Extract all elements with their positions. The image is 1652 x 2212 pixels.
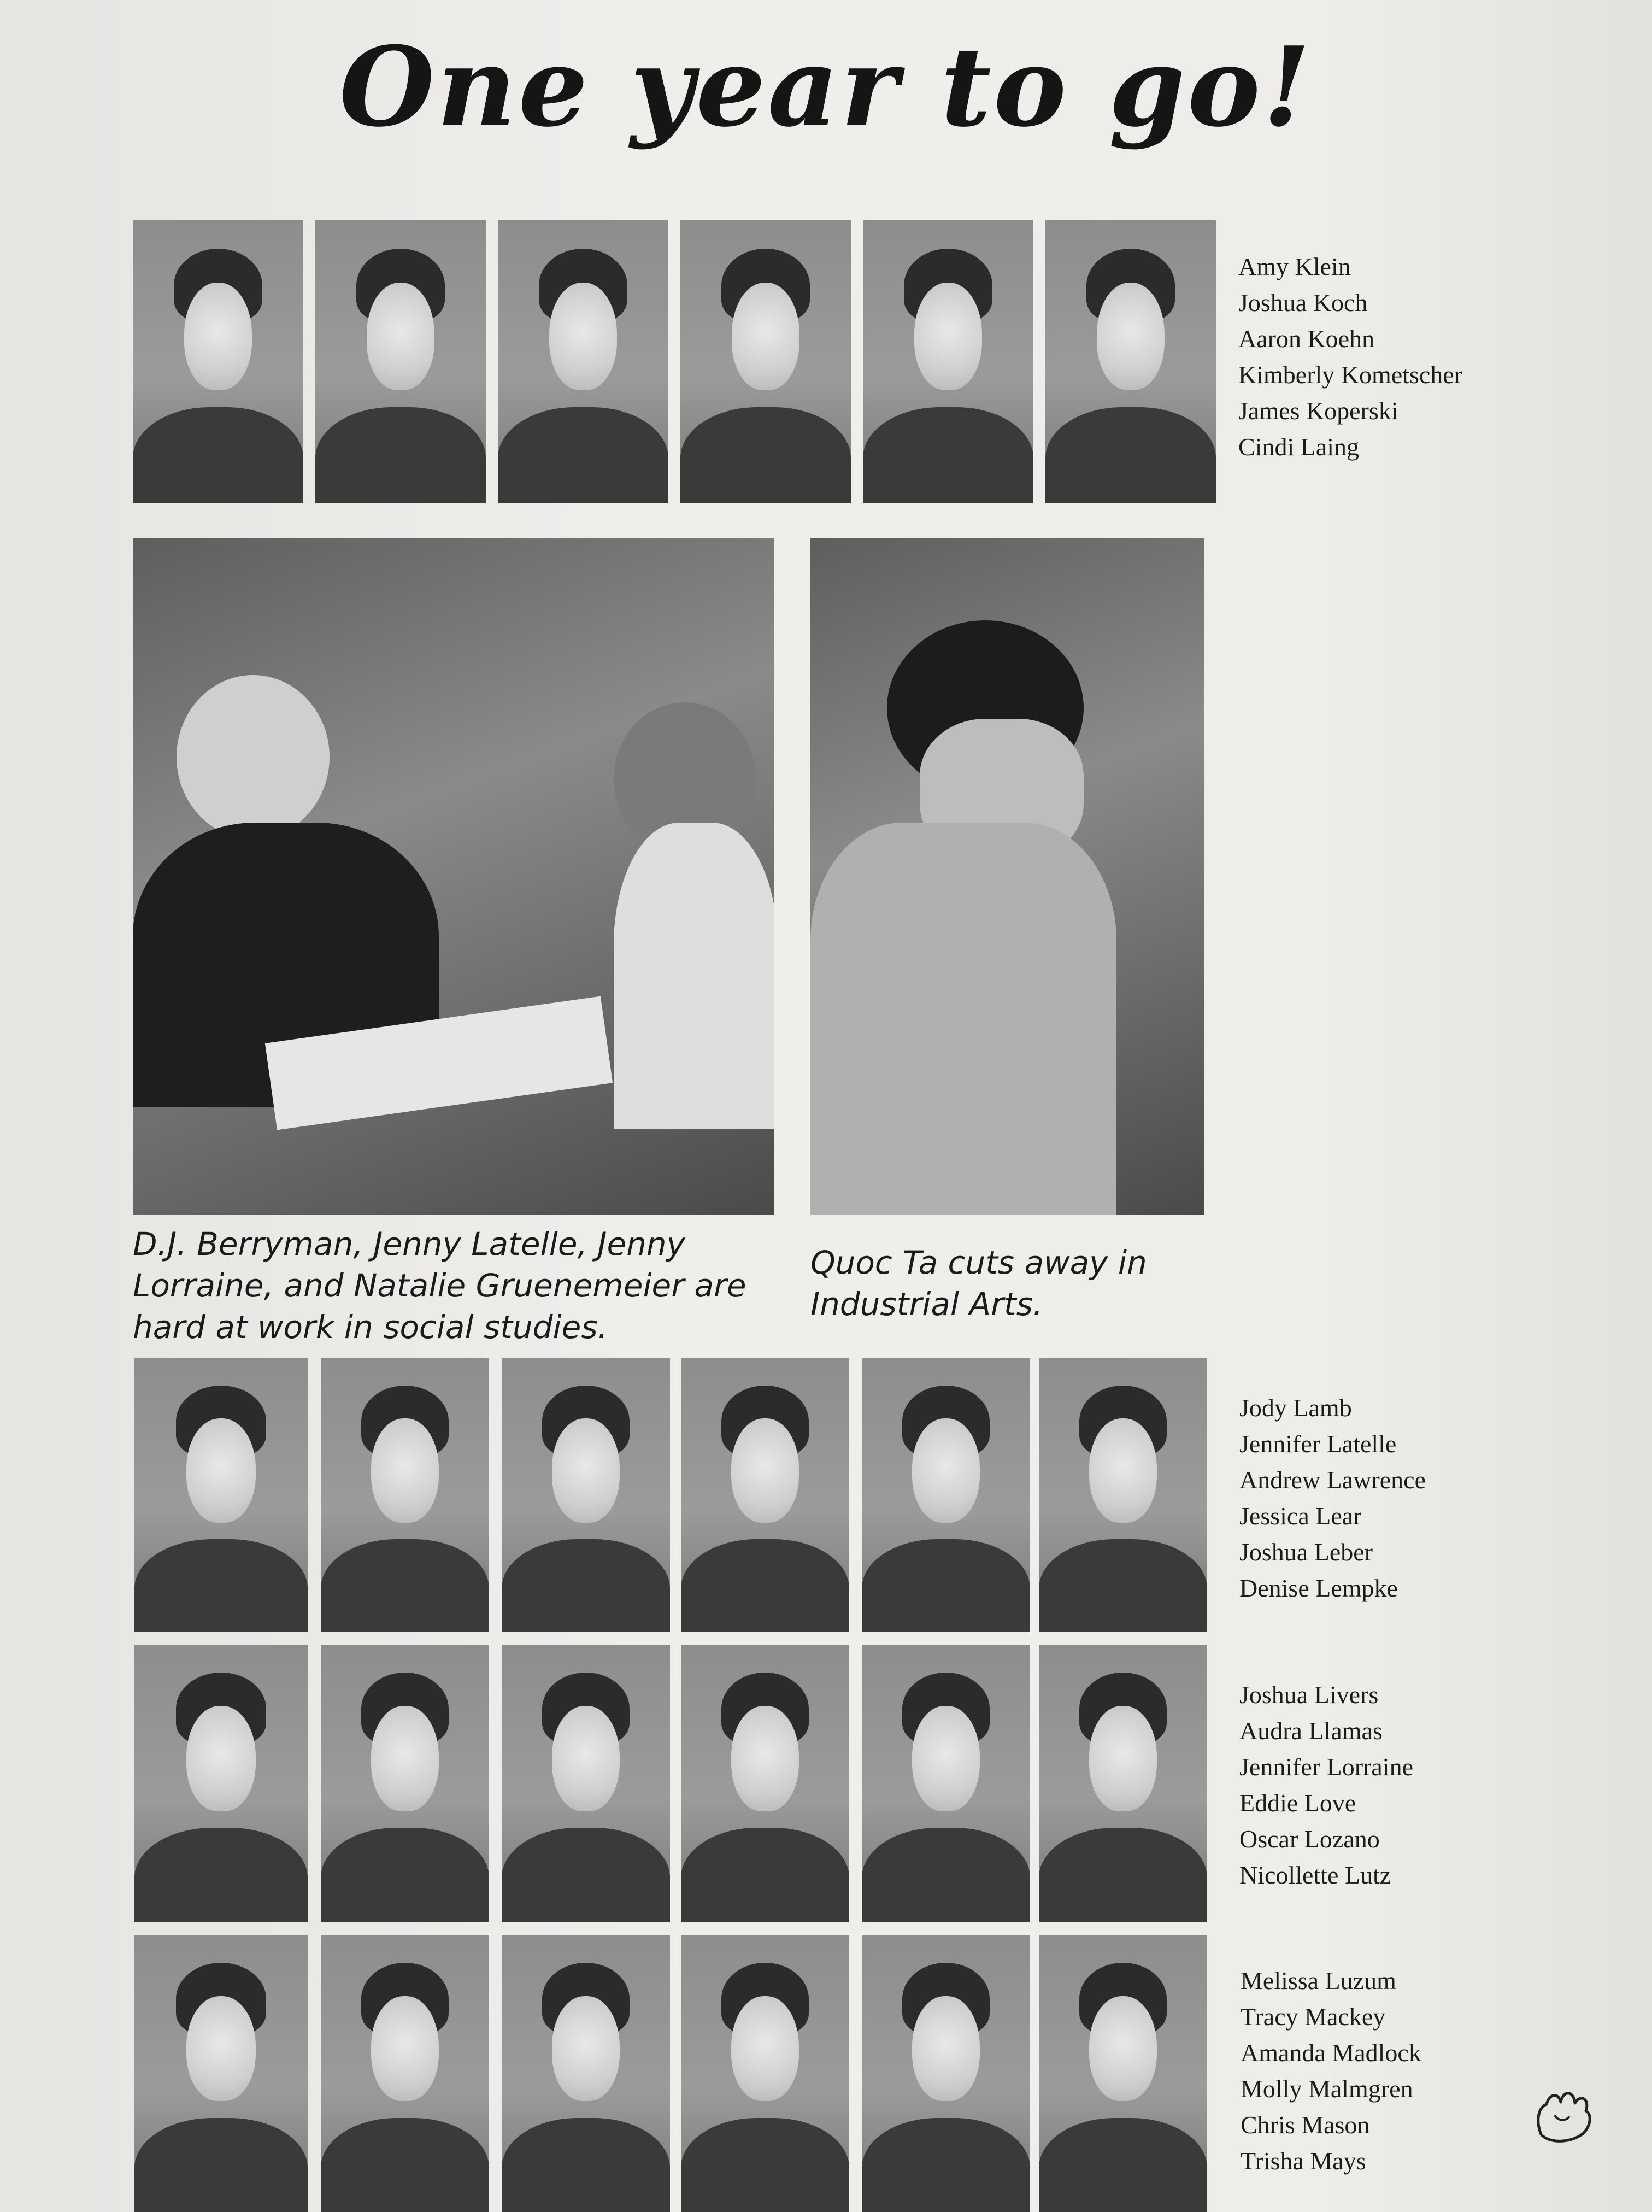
right-photo-caption: Quoc Ta cuts away in Industrial Arts. xyxy=(810,1244,1147,1323)
portrait xyxy=(315,220,486,503)
student-name: Joshua Koch xyxy=(1238,289,1368,316)
portrait xyxy=(133,220,303,503)
student-name: Nicollette Lutz xyxy=(1239,1861,1391,1889)
classroom-photo xyxy=(133,538,774,1215)
student-name: Oscar Lozano xyxy=(1239,1825,1380,1853)
portrait xyxy=(681,1935,849,2212)
student-name: Joshua Livers xyxy=(1239,1681,1379,1709)
left-photo-caption: D.J. Berryman, Jenny Latelle, Jenny Lorraine, and Natalie Gruenemeier are hard at work in social studies. xyxy=(133,1225,746,1346)
student-name: Jody Lamb xyxy=(1239,1394,1352,1422)
student-name: Andrew Lawrence xyxy=(1239,1466,1426,1494)
student-name: Audra Llamas xyxy=(1239,1717,1383,1745)
student-name: Joshua Leber xyxy=(1239,1538,1373,1566)
student-name: Molly Malmgren xyxy=(1241,2075,1413,2103)
portrait xyxy=(862,1358,1030,1632)
portrait xyxy=(681,1358,849,1632)
student-name: Amy Klein xyxy=(1238,253,1351,280)
name-list-row-1 xyxy=(1238,249,1462,465)
student-name: Denise Lempke xyxy=(1239,1574,1398,1602)
student-name: Cindi Laing xyxy=(1238,433,1360,461)
page-title: One year to go! xyxy=(339,23,1313,151)
portrait xyxy=(498,220,668,503)
portrait xyxy=(862,1645,1030,1922)
portrait xyxy=(1045,220,1216,503)
name-list-row-4 xyxy=(1241,1963,1421,2179)
student-name: Melissa Luzum xyxy=(1241,1967,1396,1994)
portrait xyxy=(862,1935,1030,2212)
student-name: Aaron Koehn xyxy=(1238,325,1375,353)
student-name: Kimberly Kometscher xyxy=(1238,361,1463,389)
student-name: Trisha Mays xyxy=(1241,2147,1366,2175)
portrait xyxy=(1039,1935,1207,2212)
student-name: Jessica Lear xyxy=(1239,1502,1362,1530)
name-list-row-2 xyxy=(1239,1390,1426,1606)
portrait xyxy=(681,1645,849,1922)
industrial-arts-photo xyxy=(810,538,1204,1215)
portrait xyxy=(134,1645,308,1922)
portrait xyxy=(1039,1358,1207,1632)
portrait xyxy=(502,1358,670,1632)
hand-icon xyxy=(1525,2082,1601,2148)
portrait xyxy=(321,1935,489,2212)
portrait xyxy=(1039,1645,1207,1922)
name-list-row-3 xyxy=(1239,1677,1413,1893)
student-name: Eddie Love xyxy=(1239,1789,1356,1817)
student-name: Chris Mason xyxy=(1241,2111,1370,2139)
portrait xyxy=(321,1358,489,1632)
portrait xyxy=(321,1645,489,1922)
portrait xyxy=(680,220,851,503)
portrait xyxy=(863,220,1033,503)
portrait xyxy=(134,1935,308,2212)
portrait xyxy=(502,1645,670,1922)
student-name: Tracy Mackey xyxy=(1241,2003,1386,2031)
student-name: Amanda Madlock xyxy=(1241,2039,1421,2067)
student-name: Jennifer Lorraine xyxy=(1239,1753,1414,1781)
portrait xyxy=(502,1935,670,2212)
portrait xyxy=(134,1358,308,1632)
student-name: Jennifer Latelle xyxy=(1239,1430,1397,1458)
student-name: James Koperski xyxy=(1238,397,1398,425)
